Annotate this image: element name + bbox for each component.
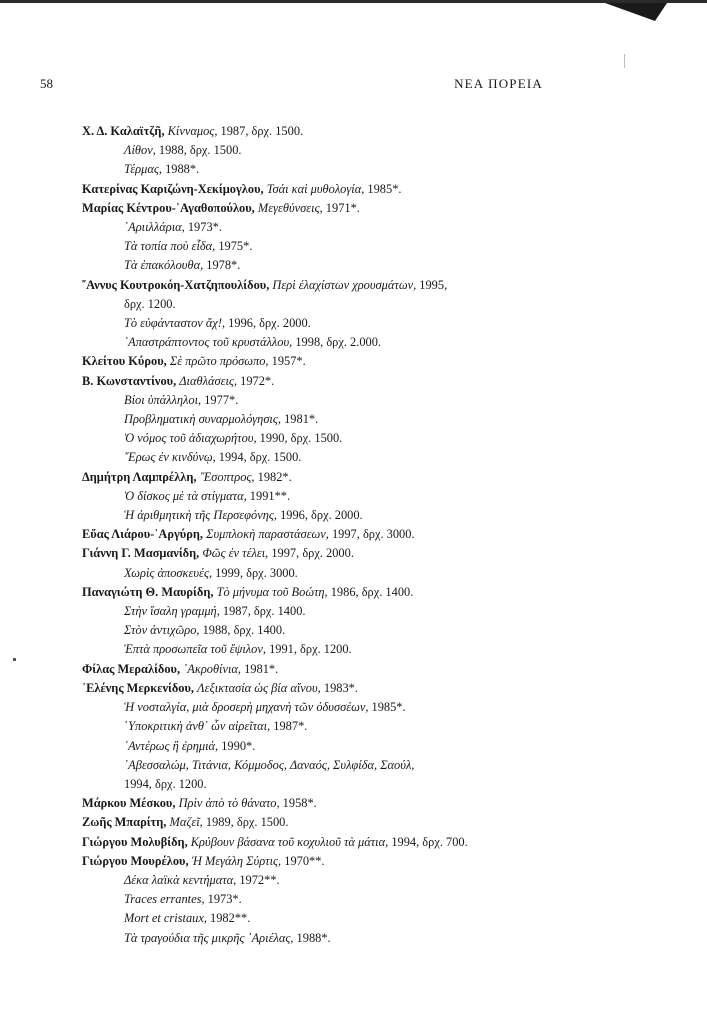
entry-line <box>82 122 552 141</box>
entry-continuation-line <box>82 295 552 314</box>
author-name: Γιώργου Μουρέλου, <box>82 853 189 868</box>
publication-details: 1990*. <box>218 738 256 753</box>
entry-line <box>82 276 552 295</box>
scan-top-edge <box>0 0 707 3</box>
author-name: Δημήτρη Λαμπρέλλη, <box>82 469 197 484</box>
entry-continuation-line <box>82 448 552 467</box>
work-title: Τὰ τοπία ποὺ εἶδα, <box>124 239 216 254</box>
entry-line <box>82 679 552 698</box>
bibliography-list <box>82 122 552 948</box>
work-title: Περὶ ἐλαχίστων χρουσμάτων, <box>272 277 417 292</box>
entry-continuation-line <box>82 756 552 775</box>
publication-details: 1981*. <box>281 412 319 427</box>
entry-continuation-line <box>82 429 552 448</box>
entry-continuation-line <box>82 506 552 525</box>
page-number: 58 <box>40 76 53 91</box>
publication-details: 1983*. <box>320 680 358 695</box>
publication-details: 1990, δρχ. 1500. <box>256 431 343 446</box>
publication-details: 1988*. <box>161 162 200 177</box>
work-title: Πρὶν ἀπὸ τὸ θάνατο, <box>178 796 280 811</box>
entry-continuation-line <box>82 141 552 160</box>
author-name: ῎Αννυς Κουτροκόη-Χατζηπουλίδου, <box>82 277 270 292</box>
entry-continuation-line <box>82 871 552 890</box>
entry-line <box>82 833 552 852</box>
work-title: Τσάι καὶ μυθολογία, <box>266 181 365 196</box>
work-title: Τὸ εὐφάνταστον ἄχ!, <box>124 316 226 331</box>
margin-dot <box>13 658 16 661</box>
publication-details: 1958*. <box>279 796 317 811</box>
entry-line <box>82 372 552 391</box>
entry-continuation-line <box>82 775 552 794</box>
author-name: Μαρίας Κέντρου-᾿Αγαθοπούλου, <box>82 200 255 215</box>
work-title: Διαθλάσεις, <box>179 373 238 388</box>
entry-line <box>82 525 552 544</box>
work-title: Ἡ ἀριθμητικὴ τῆς Περσεφόνης, <box>124 508 277 523</box>
work-title: ῾Υποκριτικὴ ἀνθ᾿ ὧν αἱρεῖται, <box>124 719 271 734</box>
author-name: Β. Κωνσταντίνου, <box>82 373 177 388</box>
entry-line <box>82 544 552 563</box>
margin-mark <box>624 54 625 68</box>
publication-details: 1998, δρχ. 2.000. <box>292 335 382 350</box>
work-title: Κρύβουν βάσανα τοῦ κοχυλιοῦ τὰ μάτια, <box>190 834 389 849</box>
entry-continuation-line <box>82 929 552 948</box>
work-title: Τὰ τραγούδια τῆς μικρῆς ᾿Αριέλας, <box>124 930 294 945</box>
work-title: Mort et cristaux, <box>124 911 207 926</box>
entry-continuation-line <box>82 487 552 506</box>
author-name: Παναγιώτη Θ. Μαυρίδη, <box>82 584 214 599</box>
publication-details: 1981*. <box>241 661 279 676</box>
work-title: Μαζεῖ, <box>169 815 203 830</box>
page-header <box>40 76 543 98</box>
work-title: Στὸν ἀντιχῶρο, <box>124 623 200 638</box>
publication-details: 1987, δρχ. 1400. <box>219 604 306 619</box>
publication-details: 1988, δρχ. 1500. <box>155 143 242 158</box>
work-title: ᾿Απαστράπτοντος τοῦ κρυστάλλου, <box>124 335 293 350</box>
publication-details: 1994, δρχ. 1200. <box>124 776 207 791</box>
work-title: Φῶς ἐν τέλει, <box>202 546 269 561</box>
work-title: Ἡ Μεγάλη Σύρτις, <box>191 853 282 868</box>
publication-details: 1987, δρχ. 1500. <box>217 124 304 138</box>
work-title: Κίνναμος, <box>167 124 218 138</box>
work-title: Σὲ πρῶτο πρόσωπο, <box>169 354 269 369</box>
publication-details: 1989, δρχ. 1500. <box>202 815 289 830</box>
publication-details: 1994, δρχ. 700. <box>388 834 468 849</box>
publication-details: 1997, δρχ. 3000. <box>328 527 415 542</box>
entry-continuation-line <box>82 218 552 237</box>
entry-line <box>82 794 552 813</box>
author-name: Εὔας Λιάρου-᾿Αργύρη, <box>82 527 203 542</box>
publication-details: 1970**. <box>281 853 325 868</box>
publication-details: 1994, δρχ. 1500. <box>215 450 302 465</box>
publication-details: 1982*. <box>254 469 292 484</box>
work-title: Traces errantes, <box>124 892 205 907</box>
work-title: Ἡ νοσταλγία, μιὰ δροσερὴ μηχανὴ τῶν ὀδυσσέων, <box>124 700 369 715</box>
work-title: Μεγεθύνσεις, <box>257 200 323 215</box>
work-title: Λεξικτασία ὡς βία αἴνου, <box>197 680 321 695</box>
entry-continuation-line <box>82 698 552 717</box>
publication-details: 1995, <box>416 277 448 292</box>
entry-continuation-line <box>82 333 552 352</box>
work-title: Ὁ νόμος τοῦ ἀδιαχωρήτου, <box>124 431 257 446</box>
author-name: Κλείτου Κύρου, <box>82 354 167 369</box>
publication-details: 1997, δρχ. 2000. <box>268 546 354 561</box>
entry-continuation-line <box>82 391 552 410</box>
publication-details: 1991, δρχ. 1200. <box>265 642 352 657</box>
work-title: Προβληματικὴ συναρμολόγησις, <box>124 412 282 427</box>
publication-details: 1988, δρχ. 1400. <box>199 623 286 638</box>
work-title: Λίθον, <box>124 143 156 158</box>
work-title: Ἑπτὰ προσωπεῖα τοῦ ἔψιλον, <box>124 642 266 657</box>
work-title: Δέκα λαϊκὰ κεντήματα, <box>124 872 237 887</box>
work-title: Τὸ μήνυμα τοῦ Βοώτη, <box>216 584 328 599</box>
publication-details: 1986, δρχ. 1400. <box>327 584 414 599</box>
work-title: ᾿Αντέρως ἢ ἐρημιά, <box>124 738 219 753</box>
publication-details: 1999, δρχ. 3000. <box>212 565 298 580</box>
entry-line <box>82 352 552 371</box>
work-title: Στὴν ἴσαλη γραμμή, <box>124 604 220 619</box>
entry-continuation-line <box>82 564 552 583</box>
entry-continuation-line <box>82 737 552 756</box>
entry-continuation-line <box>82 640 552 659</box>
work-title: ῎Εσοπτρος, <box>199 469 255 484</box>
work-title: ῎Ερως ἐν κινδύνῳ, <box>124 450 216 465</box>
page-corner-fold <box>605 3 667 21</box>
entry-continuation-line <box>82 717 552 736</box>
publication-details: 1977*. <box>201 392 239 407</box>
entry-continuation-line <box>82 256 552 275</box>
author-name: Γιώργου Μολυβίδη, <box>82 834 188 849</box>
work-title: Βίοι ὑπάλληλοι, <box>124 392 202 407</box>
entry-line <box>82 180 552 199</box>
publication-details: 1987*. <box>270 719 308 734</box>
entry-line <box>82 660 552 679</box>
publication-details: 1988*. <box>293 930 331 945</box>
publication-details: 1975*. <box>215 239 253 254</box>
entry-continuation-line <box>82 602 552 621</box>
publication-details: 1957*. <box>268 354 306 369</box>
publication-details: δρχ. 1200. <box>124 296 176 311</box>
work-title: Τὰ ἐπακόλουθα, <box>124 258 204 273</box>
publication-details: 1978*. <box>203 258 241 273</box>
publication-details: 1985*. <box>364 181 402 196</box>
author-name: Μάρκου Μέσκου, <box>82 796 176 811</box>
entry-line <box>82 852 552 871</box>
entry-continuation-line <box>82 410 552 429</box>
author-name: Γιάννη Γ. Μασμανίδη, <box>82 546 200 561</box>
author-name: Φίλας Μεραλίδου, <box>82 661 181 676</box>
work-title: ᾿Αριιλλάρια, <box>124 220 185 235</box>
author-name: Κατερίνας Καριζώνη-Χεκίμογλου, <box>82 181 264 196</box>
author-name: ᾿Ελένης Μερκενίδου, <box>82 680 194 695</box>
publication-details: 1973*. <box>184 220 222 235</box>
entry-continuation-line <box>82 909 552 928</box>
work-title: Χωρὶς ἀποσκευές, <box>124 565 213 580</box>
publication-details: 1971*. <box>322 200 360 215</box>
author-name: Χ. Δ. Καλαϊτζῆ, <box>82 124 165 138</box>
entry-line <box>82 468 552 487</box>
entry-continuation-line <box>82 890 552 909</box>
author-name: Ζωῆς Μπαρίτη, <box>82 815 167 830</box>
entry-continuation-line <box>82 621 552 640</box>
entry-continuation-line <box>82 237 552 256</box>
publication-details: 1996, δρχ. 2000. <box>225 316 311 331</box>
entry-line <box>82 583 552 602</box>
entry-continuation-line <box>82 160 552 179</box>
publication-details: 1973*. <box>204 892 242 907</box>
publication-details: 1996, δρχ. 2000. <box>276 508 363 523</box>
running-title: ΝΕΑ ΠΟΡΕΙΑ <box>454 76 543 91</box>
publication-details: 1991**. <box>246 488 291 503</box>
work-title: Τέρμας, <box>124 162 162 177</box>
entry-continuation-line <box>82 314 552 333</box>
publication-details: 1982**. <box>206 911 251 926</box>
publication-details: 1985*. <box>368 700 406 715</box>
work-title: Ὁ δίσκος μὲ τὰ στίγματα, <box>124 488 247 503</box>
work-title: ᾿Ακροθίνια, <box>183 661 242 676</box>
entry-line <box>82 813 552 832</box>
publication-details: 1972*. <box>237 373 275 388</box>
publication-details: 1972**. <box>236 872 280 887</box>
entry-line <box>82 199 552 218</box>
work-title: ᾿Αβεσσαλώμ, Τιτάνια, Κόμμοδος, Δαναός, Συλφίδα, Σαούλ, <box>124 757 415 772</box>
work-title: Συμπλοκὴ παραστάσεων, <box>206 527 329 542</box>
